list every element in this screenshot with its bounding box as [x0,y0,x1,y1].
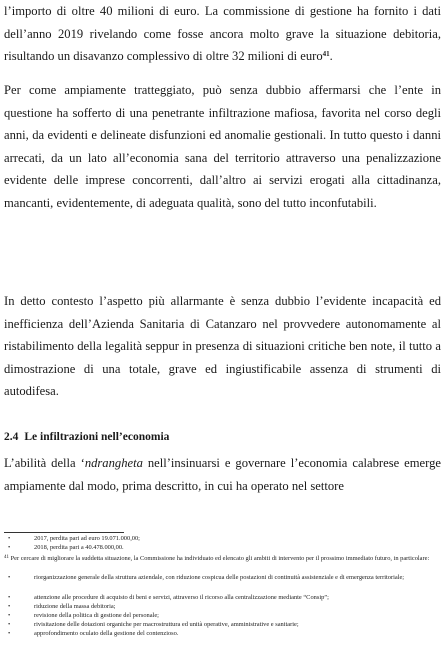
paragraph-economy [4,452,441,497]
footnote-separator [4,532,124,533]
paragraph-debt-situation [4,0,441,68]
footnote-item-text: 2018, perdita pari a 40.478.000,00. [34,544,124,551]
footnote-item-text: revisione della politica di gestione del personale; [34,612,159,619]
bullet-icon: • [8,574,11,581]
footnote-item-text: rivisitazione delle dotazioni organiche per macrostruttura ed unità operative, amministrative e sanitarie; [34,621,299,628]
bullet-icon: • [8,630,11,637]
paragraph-period: . [329,49,333,63]
bullet-icon: • [8,544,11,551]
bullet-icon: • [8,594,11,601]
bullet-icon: • [8,612,11,619]
bullet-icon: • [8,603,11,610]
footnote-reference-41[interactable]: 41 [322,50,330,58]
footnote-item-text: riduzione della massa debitoria; [34,603,116,610]
paragraph-text: nell’insinuarsi e governare l’economia calabrese emerge ampiamente dal modo, prima descritto, in cui ha operato nel settore [4,456,441,493]
footnote-item-text: approfondimento oculato della gestione del contenzioso. [34,630,179,637]
paragraph-text: l’importo di oltre 40 milioni di euro. La commissione di gestione ha fornito i dati dell’anno 2019 rivelando come fosse ancora molto grave la situazione debitoria, risultando un disavanzo complessivo di oltre 32 milioni di euro [4,4,441,63]
paragraph-text: L’abilità della ‘ [4,456,85,470]
bullet-icon: • [8,535,11,542]
footnote-number: 41 [4,555,9,560]
section-title: Le infiltrazioni nell’economia [24,431,170,443]
section-number: 2.4 [4,431,19,443]
bullet-icon: • [8,621,11,628]
footnote-item-text: 2017, perdita pari ad euro 19.071.000,00; [34,535,140,542]
paragraph-mafia-infiltration: Per come ampiamente tratteggiato, può senza dubbio affermarsi che l’ente in questione ha sofferto di una penetrante infiltrazione mafiosa, favorita nel corso degli anni, da evidenti e delineate disfunzioni ed anomalie gestionali. In tutto questo i danni arrecati, da un lato all’economia sana del territorio attraverso una penalizzazione evidente delle imprese concorrenti, dall’altro ai servizi erogati alla cittadinanza, mancanti, evidentemente, di adeguata qualità, sono del tutto inconfutabili. [4,83,441,210]
footnote-item-text: attenzione alle procedure di acquisto di beni e servizi, attraverso il ricorso alla centralizzazione mediante “Consip”; [34,594,329,601]
footnote-text: Per cercare di migliorare la suddetta situazione, la Commissione ha individuato ed elencato gli ambiti di intervento per il prossimo immediato futuro, in particolare: [9,555,430,562]
paragraph-inefficiency: In detto contesto l’aspetto più allarmante è senza dubbio l’evidente incapacità ed inefficienza dell’Azienda Sanitaria di Catanzaro nel provvedere autonomamente al ristabilimento della legalità seppur in presenza di situazioni critiche ben note, il tutto a dimostrazione di una totale, grave ed ingiustificabile assenza di strumenti di autodifesa. [4,294,441,398]
footnote-41 [4,553,442,563]
paragraph-italic-term: ndrangheta [84,456,143,470]
section-heading [4,431,169,443]
footnote-item-text: riorganizzazione generale della struttura aziendale, con riduzione cospicua delle postazioni di continuità assistenziale e di emergenza territoriale; [34,574,405,581]
